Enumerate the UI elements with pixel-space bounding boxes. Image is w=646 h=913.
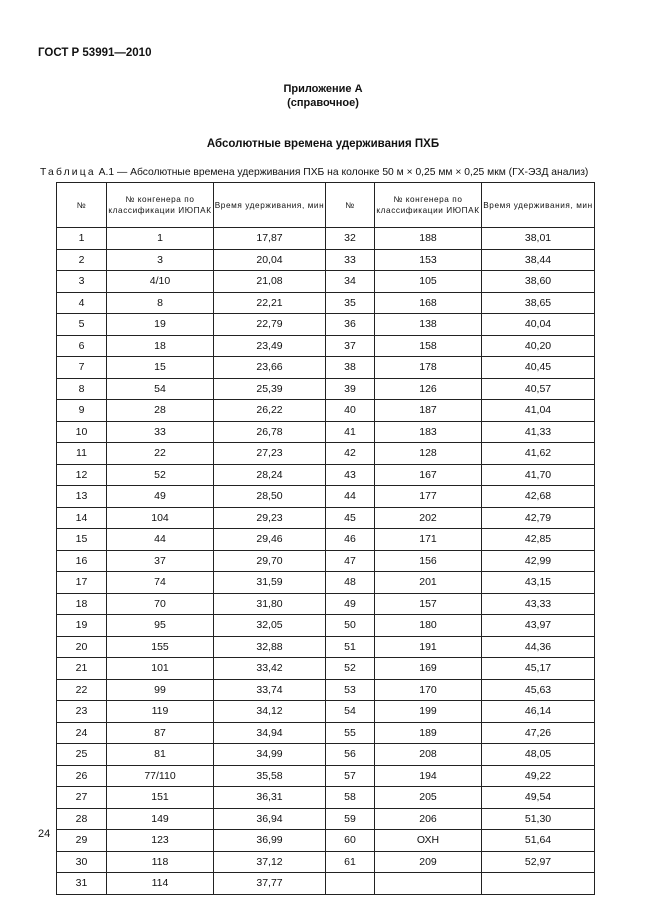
cell-time-left: 29,23 (214, 507, 326, 529)
cell-congener-right: 187 (375, 400, 482, 422)
table-row (57, 765, 595, 787)
cell-congener-left: 81 (107, 744, 214, 766)
cell-time-right: 40,04 (482, 314, 595, 336)
cell-congener-right: 105 (375, 271, 482, 293)
cell-no-left: 10 (57, 421, 107, 443)
cell-time-left: 32,05 (214, 615, 326, 637)
cell-congener-left: 49 (107, 486, 214, 508)
cell-no-left: 21 (57, 658, 107, 680)
cell-congener-right: 170 (375, 679, 482, 701)
cell-time-left: 33,74 (214, 679, 326, 701)
cell-no-left: 31 (57, 873, 107, 895)
cell-no-right: 37 (326, 335, 375, 357)
table-row (57, 378, 595, 400)
cell-no-left: 26 (57, 765, 107, 787)
cell-no-right: 49 (326, 593, 375, 615)
cell-no-left: 11 (57, 443, 107, 465)
table-row (57, 636, 595, 658)
cell-no-left: 15 (57, 529, 107, 551)
cell-congener-left: 149 (107, 808, 214, 830)
cell-time-left: 28,50 (214, 486, 326, 508)
cell-congener-left: 104 (107, 507, 214, 529)
cell-no-left: 27 (57, 787, 107, 809)
table-row (57, 658, 595, 680)
cell-congener-right: 208 (375, 744, 482, 766)
cell-time-right: 45,63 (482, 679, 595, 701)
cell-no-right: 35 (326, 292, 375, 314)
table-caption-label: Таблица (40, 167, 96, 178)
cell-congener-right (375, 873, 482, 895)
cell-no-left: 4 (57, 292, 107, 314)
table-row (57, 464, 595, 486)
appendix-heading (0, 82, 646, 110)
cell-congener-right: 178 (375, 357, 482, 379)
cell-congener-right: 168 (375, 292, 482, 314)
header-time-left: Время удерживания, мин (214, 183, 326, 228)
cell-no-right: 38 (326, 357, 375, 379)
cell-no-left: 3 (57, 271, 107, 293)
cell-no-left: 17 (57, 572, 107, 594)
cell-congener-right: 205 (375, 787, 482, 809)
cell-congener-right: 202 (375, 507, 482, 529)
cell-congener-left: 99 (107, 679, 214, 701)
cell-no-left: 8 (57, 378, 107, 400)
table-row (57, 335, 595, 357)
cell-congener-right: 153 (375, 249, 482, 271)
cell-time-left: 34,94 (214, 722, 326, 744)
cell-time-right: 49,22 (482, 765, 595, 787)
table-caption (40, 167, 620, 178)
cell-congener-right: 169 (375, 658, 482, 680)
cell-congener-left: 4/10 (107, 271, 214, 293)
cell-congener-right: 138 (375, 314, 482, 336)
cell-no-left: 24 (57, 722, 107, 744)
cell-no-left: 22 (57, 679, 107, 701)
section-title: Абсолютные времена удерживания ПХБ (206, 138, 440, 150)
cell-time-left: 31,59 (214, 572, 326, 594)
cell-time-right: 41,62 (482, 443, 595, 465)
cell-time-right: 47,26 (482, 722, 595, 744)
cell-no-right: 47 (326, 550, 375, 572)
table-row (57, 228, 595, 250)
cell-no-left: 14 (57, 507, 107, 529)
header-no-right: № (326, 183, 375, 228)
cell-time-right: 41,04 (482, 400, 595, 422)
cell-no-left: 30 (57, 851, 107, 873)
table-header-row (57, 183, 595, 228)
cell-congener-left: 70 (107, 593, 214, 615)
cell-congener-left: 52 (107, 464, 214, 486)
cell-congener-left: 77/110 (107, 765, 214, 787)
cell-congener-left: 74 (107, 572, 214, 594)
cell-no-right: 36 (326, 314, 375, 336)
cell-no-left: 6 (57, 335, 107, 357)
cell-time-right: 51,30 (482, 808, 595, 830)
cell-time-left: 29,70 (214, 550, 326, 572)
cell-time-right: 42,68 (482, 486, 595, 508)
header-time-right: Время удерживания, мин (482, 183, 595, 228)
cell-no-right: 45 (326, 507, 375, 529)
cell-congener-right: 189 (375, 722, 482, 744)
cell-no-left: 18 (57, 593, 107, 615)
cell-no-right: 58 (326, 787, 375, 809)
cell-time-left: 32,88 (214, 636, 326, 658)
table-row (57, 529, 595, 551)
cell-time-right: 40,57 (482, 378, 595, 400)
cell-no-left: 28 (57, 808, 107, 830)
cell-no-right: 60 (326, 830, 375, 852)
cell-congener-right: 206 (375, 808, 482, 830)
cell-no-right: 52 (326, 658, 375, 680)
cell-no-right: 40 (326, 400, 375, 422)
table-row (57, 443, 595, 465)
cell-time-right (482, 873, 595, 895)
cell-time-right: 45,17 (482, 658, 595, 680)
standard-code: ГОСТ Р 53991—2010 (38, 47, 152, 59)
cell-congener-right: 183 (375, 421, 482, 443)
cell-no-left: 12 (57, 464, 107, 486)
cell-no-right: 41 (326, 421, 375, 443)
cell-no-right: 57 (326, 765, 375, 787)
cell-no-right: 32 (326, 228, 375, 250)
cell-no-right (326, 873, 375, 895)
cell-congener-right: 171 (375, 529, 482, 551)
table-row (57, 486, 595, 508)
cell-time-right: 44,36 (482, 636, 595, 658)
cell-congener-left: 44 (107, 529, 214, 551)
cell-time-right: 43,33 (482, 593, 595, 615)
table-row (57, 550, 595, 572)
cell-no-right: 44 (326, 486, 375, 508)
cell-congener-right: 199 (375, 701, 482, 723)
table-row (57, 572, 595, 594)
table-body (57, 228, 595, 895)
cell-time-left: 26,78 (214, 421, 326, 443)
cell-time-left: 35,58 (214, 765, 326, 787)
header-congener-right: № конгенера по классификации ИЮПАК (375, 183, 482, 228)
cell-time-left: 37,77 (214, 873, 326, 895)
cell-time-right: 48,05 (482, 744, 595, 766)
cell-time-left: 36,99 (214, 830, 326, 852)
cell-congener-left: 28 (107, 400, 214, 422)
cell-time-left: 36,94 (214, 808, 326, 830)
table-row (57, 615, 595, 637)
cell-time-right: 38,65 (482, 292, 595, 314)
cell-no-left: 7 (57, 357, 107, 379)
cell-no-right: 46 (326, 529, 375, 551)
header-no-left: № (57, 183, 107, 228)
appendix-type: (справочное) (287, 97, 359, 109)
cell-no-left: 9 (57, 400, 107, 422)
cell-no-right: 48 (326, 572, 375, 594)
cell-time-right: 40,45 (482, 357, 595, 379)
cell-no-left: 2 (57, 249, 107, 271)
cell-no-right: 43 (326, 464, 375, 486)
cell-congener-right: 180 (375, 615, 482, 637)
cell-congener-right: 167 (375, 464, 482, 486)
cell-congener-left: 15 (107, 357, 214, 379)
table-caption-text: А.1 — Абсолютные времена удерживания ПХБ на колонке 50 м × 0,25 мм × 0,25 мкм (ГХ-ЭЗД анализ) (95, 167, 589, 178)
cell-no-right: 61 (326, 851, 375, 873)
table-row (57, 701, 595, 723)
cell-congener-left: 3 (107, 249, 214, 271)
cell-no-left: 20 (57, 636, 107, 658)
cell-congener-right: 157 (375, 593, 482, 615)
cell-congener-left: 155 (107, 636, 214, 658)
cell-no-left: 23 (57, 701, 107, 723)
cell-no-right: 34 (326, 271, 375, 293)
cell-congener-right: 188 (375, 228, 482, 250)
cell-time-right: 41,70 (482, 464, 595, 486)
cell-time-right: 43,97 (482, 615, 595, 637)
cell-congener-right: 177 (375, 486, 482, 508)
cell-congener-left: 119 (107, 701, 214, 723)
cell-no-left: 13 (57, 486, 107, 508)
cell-time-right: 46,14 (482, 701, 595, 723)
page-number: 24 (38, 828, 51, 840)
cell-congener-left: 22 (107, 443, 214, 465)
cell-time-right: 52,97 (482, 851, 595, 873)
table-row (57, 314, 595, 336)
table-row (57, 507, 595, 529)
cell-no-right: 39 (326, 378, 375, 400)
table-row (57, 808, 595, 830)
cell-time-right: 51,64 (482, 830, 595, 852)
cell-congener-left: 95 (107, 615, 214, 637)
cell-time-right: 38,44 (482, 249, 595, 271)
cell-time-right: 43,15 (482, 572, 595, 594)
cell-time-right: 42,79 (482, 507, 595, 529)
cell-no-right: 53 (326, 679, 375, 701)
cell-no-right: 50 (326, 615, 375, 637)
cell-no-right: 55 (326, 722, 375, 744)
cell-congener-right: ОХН (375, 830, 482, 852)
cell-time-left: 33,42 (214, 658, 326, 680)
header-congener-left: № конгенера по классификации ИЮПАК (107, 183, 214, 228)
cell-congener-left: 151 (107, 787, 214, 809)
cell-congener-left: 33 (107, 421, 214, 443)
cell-no-left: 19 (57, 615, 107, 637)
appendix-title: Приложение А (283, 83, 363, 95)
table-row (57, 787, 595, 809)
cell-congener-left: 87 (107, 722, 214, 744)
cell-time-right: 42,85 (482, 529, 595, 551)
cell-congener-left: 8 (107, 292, 214, 314)
cell-time-left: 22,21 (214, 292, 326, 314)
table-row (57, 679, 595, 701)
cell-congener-left: 1 (107, 228, 214, 250)
table-row (57, 593, 595, 615)
cell-congener-left: 54 (107, 378, 214, 400)
cell-no-left: 25 (57, 744, 107, 766)
cell-congener-right: 126 (375, 378, 482, 400)
cell-time-left: 23,66 (214, 357, 326, 379)
cell-time-left: 34,99 (214, 744, 326, 766)
cell-time-left: 25,39 (214, 378, 326, 400)
cell-no-right: 56 (326, 744, 375, 766)
table-row (57, 400, 595, 422)
cell-congener-right: 128 (375, 443, 482, 465)
cell-time-left: 28,24 (214, 464, 326, 486)
cell-congener-right: 209 (375, 851, 482, 873)
cell-no-right: 59 (326, 808, 375, 830)
cell-no-left: 16 (57, 550, 107, 572)
table-row (57, 851, 595, 873)
cell-no-left: 29 (57, 830, 107, 852)
cell-time-left: 26,22 (214, 400, 326, 422)
table-row (57, 873, 595, 895)
cell-time-left: 20,04 (214, 249, 326, 271)
cell-congener-left: 114 (107, 873, 214, 895)
cell-congener-right: 201 (375, 572, 482, 594)
cell-congener-left: 118 (107, 851, 214, 873)
cell-time-left: 27,23 (214, 443, 326, 465)
cell-no-right: 42 (326, 443, 375, 465)
cell-congener-left: 37 (107, 550, 214, 572)
cell-time-left: 21,08 (214, 271, 326, 293)
cell-congener-right: 191 (375, 636, 482, 658)
cell-time-right: 49,54 (482, 787, 595, 809)
cell-congener-left: 123 (107, 830, 214, 852)
cell-congener-right: 156 (375, 550, 482, 572)
cell-time-left: 37,12 (214, 851, 326, 873)
table-row (57, 292, 595, 314)
cell-time-right: 38,60 (482, 271, 595, 293)
cell-congener-left: 18 (107, 335, 214, 357)
cell-no-right: 54 (326, 701, 375, 723)
table-row (57, 830, 595, 852)
cell-time-right: 40,20 (482, 335, 595, 357)
cell-no-left: 5 (57, 314, 107, 336)
cell-congener-left: 101 (107, 658, 214, 680)
cell-no-right: 51 (326, 636, 375, 658)
table-row (57, 249, 595, 271)
table-row (57, 357, 595, 379)
cell-time-left: 36,31 (214, 787, 326, 809)
cell-time-right: 38,01 (482, 228, 595, 250)
cell-congener-right: 158 (375, 335, 482, 357)
table-row (57, 722, 595, 744)
cell-time-left: 34,12 (214, 701, 326, 723)
cell-time-left: 23,49 (214, 335, 326, 357)
cell-congener-right: 194 (375, 765, 482, 787)
cell-time-left: 17,87 (214, 228, 326, 250)
table-row (57, 421, 595, 443)
cell-time-right: 42,99 (482, 550, 595, 572)
cell-no-right: 33 (326, 249, 375, 271)
cell-time-right: 41,33 (482, 421, 595, 443)
cell-no-left: 1 (57, 228, 107, 250)
cell-time-left: 29,46 (214, 529, 326, 551)
cell-time-left: 31,80 (214, 593, 326, 615)
table-row (57, 271, 595, 293)
cell-time-left: 22,79 (214, 314, 326, 336)
cell-congener-left: 19 (107, 314, 214, 336)
table-row (57, 744, 595, 766)
retention-times-table (56, 182, 595, 895)
